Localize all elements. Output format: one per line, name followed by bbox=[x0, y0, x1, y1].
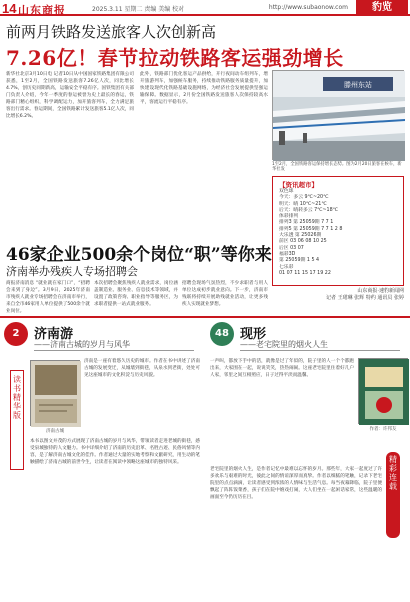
info-line: 排列5 第 25059期 7 7 1 2 8 bbox=[279, 226, 343, 232]
info-line: 双色球 bbox=[279, 189, 294, 194]
byline-authors: 记者 王珺琳 张辉 特约 通讯员 张婷 bbox=[326, 295, 404, 301]
article2-column-1: 商报济南消息 “就业就在家门口”，“招聘会来到了身边”。3月9日，2025年济南市残疾人就业专场招聘会在济南市举行，来自全市46家用人单位提供了500余个就业岗位。 bbox=[6, 281, 90, 314]
byline bbox=[272, 288, 404, 302]
train-station-photo bbox=[272, 70, 404, 160]
info-line: 体彩排列 bbox=[279, 214, 299, 220]
feature-left-text-1: 济南是一座有着悠久历史的城市。作者在书中讲述了济南古城的发展变迁，从城墙到街巷，从泉水到老街，处处可见这座城市的文化积淀与历史风貌。 bbox=[84, 359, 200, 378]
feature-right-text-1: 一声叫，都放下手中的活，就像是过了年似的，院子里的人一个个都跑出来，大家围在一起，说说笑笑，热热闹闹。这座老宅院里住着好几户人家，邻里之间互相照应，日子过得平淡而温馨。 bbox=[210, 359, 354, 378]
paper-name: 山东商报 bbox=[18, 5, 66, 17]
book-caption: 济南古城 bbox=[46, 429, 64, 434]
info-box-title: 【资讯超市】 bbox=[279, 181, 318, 189]
article2-column-2: 本次招聘会聚焦残疾人就业需求，岗位涵盖制造业、服务业、信息技术等领域，并设置了政策咨询、职业指导等服务区，为求职者提供一站式就业服务。 bbox=[94, 281, 178, 307]
book-cover-image bbox=[30, 360, 80, 426]
feature-right bbox=[210, 322, 406, 600]
feature-subtitle: ——济南古城的岁月与风华 bbox=[34, 340, 130, 349]
feature-left-text-2: 本书以图文并茂的方式展现了济南古城的岁月与风华，带领读者走进老城的街巷，感受泉城独特的人文魅力。书中详细介绍了济南的历史沿革、名胜古迹、民俗风情等内容，是了解济南古城文化的佳作。作者通过大量的实地考察和文献研究，用生动的笔触描绘了济南古城的前世今生，让读者在阅读中领略这座城市的独特风采。 bbox=[30, 439, 200, 465]
article1-column-1: 新华社北京3月10日电 记者10日从中国国家铁路集团有限公司获悉，1至2月，全国铁路发送旅客7.26亿人次，同比增长4.7%，创历史同期新高，运输安全平稳有序。国铁集团有关部门负责人介绍，今年一季度的春运被誉为史上最长的春运，铁路部门精心组织，科学调配运力，加开旅客列车，全力满足旅客出行需求。春运期间，全国铁路累计发送旅客5.1亿人次，同比增长6.2%。 bbox=[6, 72, 134, 119]
article1-kicker: 前两月铁路发送旅客人次创新高 bbox=[6, 23, 217, 41]
station-sign-text: 滕州东站 bbox=[344, 81, 372, 89]
info-line: 第 25059期 1 5 4 bbox=[279, 258, 320, 264]
feature-title-rule bbox=[34, 350, 194, 351]
info-line: 排列3 第 25059期 7 7 1 bbox=[279, 220, 334, 226]
issue-info: 2025.3.11 星期二 责编 美编 校对 bbox=[92, 6, 185, 13]
feature-number-badge: 2 bbox=[4, 322, 28, 346]
info-line: 今天：多云 9℃~20℃ bbox=[279, 195, 329, 201]
info-line: 明天：晴 10℃~21℃ bbox=[279, 201, 327, 207]
photo-caption: 1至2月，全国铁路客运保持增长态势。图为2月20日旅客在候车，新华社发 bbox=[272, 162, 402, 172]
feature-right-text-2: 老宅院里的烟火人生，是作者记忆中最难以忘怀的岁月。那些年，大家一起度过了许多欢乐与艰难的时光，彼此之间的情谊深厚而真挚。作者以细腻的笔触，记录下老宅院里的点点滴滴，让读者感受到浓浓的人情味与生活气息。每当夜幕降临，院子里便飘起了阵阵饭菜香，孩子们在院中嬉戏打闹，大人们坐在一起闲话家常，这些温暖的画面至今仍历历在目。 bbox=[210, 467, 382, 500]
info-box bbox=[272, 176, 404, 286]
vertical-label: 精彩连载 bbox=[386, 452, 400, 538]
byline-source: 山东商报·速豹新闻网 bbox=[357, 288, 404, 294]
book-cover-image bbox=[358, 358, 408, 424]
book-cover-graphic bbox=[359, 359, 409, 425]
info-line: 福彩3D bbox=[279, 251, 296, 257]
section-tag: 豹览 bbox=[356, 0, 408, 15]
info-line: 后区 03 07 bbox=[279, 245, 304, 251]
section-divider bbox=[0, 316, 410, 318]
feature-subtitle: ——老宅院里的烟火人生 bbox=[240, 340, 328, 349]
feature-number-badge: 48 bbox=[210, 322, 234, 346]
article1-headline: 7.26亿！春节拉动铁路客运强劲增长 bbox=[6, 46, 344, 70]
info-line: 七乐彩 bbox=[279, 264, 294, 270]
train-photo-graphic bbox=[273, 71, 405, 161]
feature-title-rule bbox=[240, 350, 400, 351]
info-line: 大乐透 第 25026期 bbox=[279, 233, 322, 239]
info-line: 前区 03 06 08 10 25 bbox=[279, 239, 327, 245]
feature-left bbox=[4, 322, 200, 600]
article2-column-3: 招聘会现场气氛热烈，不少求职者与用人单位达成初步就业意向。下一步，济南市残联将持续开展助残就业活动，让更多残疾人实现就业梦想。 bbox=[182, 281, 268, 307]
info-line: 01 07 11 15 17 19 22 bbox=[279, 270, 331, 276]
book-caption: 作者：许邦友 bbox=[369, 427, 397, 432]
info-box-body bbox=[279, 189, 399, 277]
info-line: 后天：晴转多云 7℃~18℃ bbox=[279, 207, 339, 213]
feature-title: 济南游 bbox=[34, 327, 74, 342]
page-number: 14 bbox=[2, 1, 17, 16]
book-cover-graphic bbox=[31, 361, 81, 427]
website-url[interactable]: http://www.subaonow.com bbox=[268, 4, 348, 11]
article2-subheadline: 济南举办残疾人专场招聘会 bbox=[6, 265, 138, 278]
masthead bbox=[0, 0, 410, 16]
vertical-label: 读书精华版 bbox=[10, 370, 24, 470]
article2-headline: 46家企业500余个岗位“职”等你来 bbox=[6, 245, 272, 265]
article1-column-2: 此外，铁路部门优化客运产品供给，开行夜间动车组列车，增开旅游列车，加强候车服务，持续推动铁路服务质量提升，加快建设现代化铁路基础设施网络，为经济社会发展提供坚强运输保障。数据显示，2月份全国铁路发送旅客人次保持较高水平，客流运行平稳有序。 bbox=[140, 72, 268, 105]
feature-title: 现形 bbox=[240, 327, 267, 342]
